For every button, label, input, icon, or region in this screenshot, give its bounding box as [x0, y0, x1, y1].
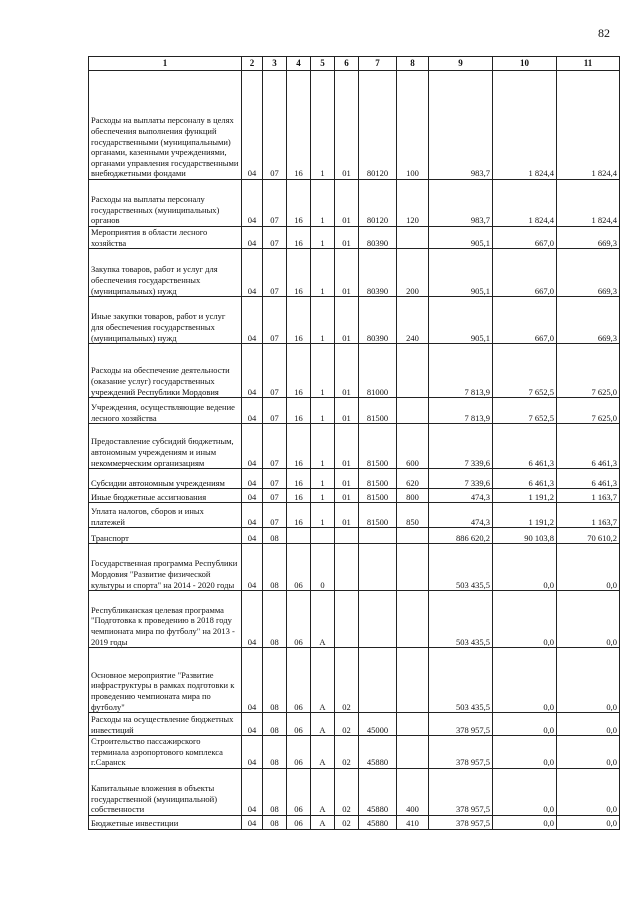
table-row [89, 424, 620, 469]
table-row [89, 528, 620, 544]
cell-name: Бюджетные инвестиции [89, 815, 242, 829]
cell-subprogram: А [311, 591, 335, 648]
cell-section: 04 [242, 815, 263, 829]
cell-amount-2019: 0,0 [493, 648, 557, 713]
cell-section: 04 [242, 736, 263, 769]
cell-name: Уплата налогов, сборов и иных платежей [89, 503, 242, 528]
cell-event: 02 [335, 815, 359, 829]
table-row [89, 344, 620, 398]
cell-program: 06 [287, 768, 311, 815]
cell-section: 04 [242, 424, 263, 469]
table-row [89, 227, 620, 249]
cell-event: 02 [335, 648, 359, 713]
cell-amount-2020: 0,0 [557, 713, 620, 736]
cell-subprogram: А [311, 713, 335, 736]
cell-amount-2020: 70 610,2 [557, 528, 620, 544]
cell-amount-2020: 669,3 [557, 249, 620, 297]
cell-section: 04 [242, 591, 263, 648]
cell-amount-2019: 90 103,8 [493, 528, 557, 544]
cell-expense-type [397, 591, 429, 648]
cell-name: Расходы на выплаты персоналу государственных (муниципальных) органов [89, 180, 242, 227]
cell-subsection: 07 [263, 344, 287, 398]
cell-amount-2018: 7 339,6 [429, 424, 493, 469]
cell-subsection: 07 [263, 398, 287, 424]
cell-amount-2019: 667,0 [493, 297, 557, 344]
cell-subsection: 08 [263, 544, 287, 591]
cell-amount-2018: 378 957,5 [429, 815, 493, 829]
cell-amount-2020: 6 461,3 [557, 469, 620, 489]
cell-program: 16 [287, 297, 311, 344]
cell-amount-2018: 905,1 [429, 249, 493, 297]
cell-direction: 80390 [359, 249, 397, 297]
cell-direction [359, 528, 397, 544]
cell-program: 06 [287, 648, 311, 713]
cell-direction [359, 544, 397, 591]
page-number: 82 [598, 26, 610, 40]
cell-direction: 45880 [359, 736, 397, 769]
cell-subsection: 08 [263, 713, 287, 736]
cell-program: 06 [287, 736, 311, 769]
table-row [89, 297, 620, 344]
cell-direction: 81500 [359, 503, 397, 528]
cell-amount-2019: 1 824,4 [493, 180, 557, 227]
cell-subsection: 07 [263, 180, 287, 227]
cell-subprogram: 1 [311, 227, 335, 249]
cell-amount-2019: 0,0 [493, 591, 557, 648]
cell-expense-type: 120 [397, 180, 429, 227]
cell-event: 01 [335, 489, 359, 503]
cell-subprogram: А [311, 648, 335, 713]
cell-amount-2020: 0,0 [557, 591, 620, 648]
cell-name: Мероприятия в области лесного хозяйства [89, 227, 242, 249]
cell-event [335, 544, 359, 591]
cell-section: 04 [242, 469, 263, 489]
cell-name: Транспорт [89, 528, 242, 544]
cell-expense-type [397, 398, 429, 424]
cell-expense-type [397, 648, 429, 713]
cell-subsection: 07 [263, 297, 287, 344]
cell-amount-2019: 0,0 [493, 768, 557, 815]
cell-event: 01 [335, 398, 359, 424]
budget-table [88, 56, 620, 830]
cell-name: Иные бюджетные ассигнования [89, 489, 242, 503]
cell-event: 01 [335, 344, 359, 398]
cell-expense-type [397, 344, 429, 398]
cell-subsection: 07 [263, 227, 287, 249]
cell-name: Субсидии автономным учреждениям [89, 469, 242, 489]
table-body [89, 71, 620, 830]
cell-section: 04 [242, 648, 263, 713]
cell-amount-2018: 378 957,5 [429, 768, 493, 815]
cell-name: Расходы на обеспечение деятельности (оказание услуг) государственных учреждений Республики Мордовия [89, 344, 242, 398]
cell-program: 16 [287, 503, 311, 528]
cell-expense-type [397, 736, 429, 769]
cell-event: 01 [335, 227, 359, 249]
column-header-10: 10 [493, 57, 557, 71]
cell-program [287, 528, 311, 544]
column-header-4: 4 [287, 57, 311, 71]
cell-event: 02 [335, 768, 359, 815]
cell-event: 01 [335, 71, 359, 180]
cell-program: 06 [287, 544, 311, 591]
column-header-9: 9 [429, 57, 493, 71]
cell-amount-2019: 6 461,3 [493, 469, 557, 489]
cell-program: 06 [287, 591, 311, 648]
cell-expense-type [397, 227, 429, 249]
cell-subsection: 08 [263, 815, 287, 829]
cell-subprogram: 1 [311, 398, 335, 424]
cell-program: 16 [287, 424, 311, 469]
cell-program: 06 [287, 815, 311, 829]
cell-direction: 45880 [359, 768, 397, 815]
cell-expense-type: 100 [397, 71, 429, 180]
cell-expense-type: 600 [397, 424, 429, 469]
cell-program: 16 [287, 469, 311, 489]
cell-event: 01 [335, 249, 359, 297]
cell-name: Предоставление субсидий бюджетным, автономным учреждениям и иным некоммерческим организациям [89, 424, 242, 469]
cell-amount-2020: 669,3 [557, 227, 620, 249]
cell-amount-2018: 7 813,9 [429, 344, 493, 398]
cell-program: 16 [287, 180, 311, 227]
cell-section: 04 [242, 297, 263, 344]
table-row [89, 815, 620, 829]
cell-expense-type [397, 528, 429, 544]
table-row [89, 469, 620, 489]
cell-amount-2018: 983,7 [429, 71, 493, 180]
table-row [89, 736, 620, 769]
cell-amount-2018: 503 435,5 [429, 544, 493, 591]
cell-name: Основное мероприятие "Развитие инфраструктуры в рамках подготовки к проведению чемпионата мира по футболу" [89, 648, 242, 713]
cell-subprogram: А [311, 768, 335, 815]
cell-subprogram: А [311, 736, 335, 769]
table-row [89, 180, 620, 227]
cell-amount-2018: 7 339,6 [429, 469, 493, 489]
cell-expense-type: 410 [397, 815, 429, 829]
cell-direction: 81500 [359, 489, 397, 503]
cell-section: 04 [242, 344, 263, 398]
cell-amount-2019: 1 191,2 [493, 489, 557, 503]
cell-name: Расходы на выплаты персоналу в целях обеспечения выполнения функций государственными (муниципальными) органами, казенными учреждениями, органами управления государственными внебюджетными фондами [89, 71, 242, 180]
cell-event: 01 [335, 469, 359, 489]
cell-amount-2020: 1 163,7 [557, 503, 620, 528]
cell-program: 16 [287, 249, 311, 297]
cell-direction: 81500 [359, 424, 397, 469]
cell-program: 16 [287, 227, 311, 249]
cell-subprogram: 1 [311, 489, 335, 503]
cell-amount-2020: 0,0 [557, 648, 620, 713]
cell-amount-2020: 7 625,0 [557, 344, 620, 398]
cell-subprogram: 0 [311, 544, 335, 591]
cell-amount-2019: 0,0 [493, 544, 557, 591]
cell-name: Капитальные вложения в объекты государственной (муниципальной) собственности [89, 768, 242, 815]
cell-program: 16 [287, 398, 311, 424]
cell-name: Учреждения, осуществляющие ведение лесного хозяйства [89, 398, 242, 424]
table-row [89, 503, 620, 528]
cell-expense-type [397, 544, 429, 591]
cell-amount-2020: 0,0 [557, 544, 620, 591]
cell-subsection: 07 [263, 424, 287, 469]
cell-event: 01 [335, 424, 359, 469]
cell-direction: 81500 [359, 398, 397, 424]
cell-expense-type: 800 [397, 489, 429, 503]
cell-amount-2019: 1 191,2 [493, 503, 557, 528]
cell-subprogram: 1 [311, 344, 335, 398]
cell-direction: 80120 [359, 71, 397, 180]
column-header-11: 11 [557, 57, 620, 71]
table-header-row [89, 57, 620, 71]
cell-direction: 45000 [359, 713, 397, 736]
cell-subprogram: 1 [311, 469, 335, 489]
cell-event: 01 [335, 297, 359, 344]
column-header-8: 8 [397, 57, 429, 71]
cell-program: 16 [287, 71, 311, 180]
column-header-1: 1 [89, 57, 242, 71]
cell-direction: 80120 [359, 180, 397, 227]
cell-amount-2019: 7 652,5 [493, 344, 557, 398]
cell-amount-2020: 0,0 [557, 736, 620, 769]
column-header-7: 7 [359, 57, 397, 71]
cell-section: 04 [242, 768, 263, 815]
cell-amount-2018: 983,7 [429, 180, 493, 227]
cell-name: Иные закупки товаров, работ и услуг для обеспечения государственных (муниципальных) нужд [89, 297, 242, 344]
cell-amount-2018: 503 435,5 [429, 591, 493, 648]
table-row [89, 648, 620, 713]
cell-amount-2018: 474,3 [429, 489, 493, 503]
cell-direction [359, 591, 397, 648]
cell-amount-2018: 905,1 [429, 227, 493, 249]
cell-amount-2018: 503 435,5 [429, 648, 493, 713]
cell-direction: 81500 [359, 469, 397, 489]
cell-section: 04 [242, 398, 263, 424]
cell-amount-2018: 886 620,2 [429, 528, 493, 544]
cell-expense-type: 850 [397, 503, 429, 528]
table-row [89, 398, 620, 424]
cell-amount-2018: 378 957,5 [429, 736, 493, 769]
cell-subsection: 08 [263, 528, 287, 544]
cell-amount-2020: 0,0 [557, 815, 620, 829]
cell-name: Строительство пассажирского терминала аэропортового комплекса г.Саранск [89, 736, 242, 769]
cell-subsection: 08 [263, 591, 287, 648]
column-header-2: 2 [242, 57, 263, 71]
cell-name: Расходы на осуществление бюджетных инвестиций [89, 713, 242, 736]
cell-subprogram: 1 [311, 503, 335, 528]
cell-section: 04 [242, 489, 263, 503]
cell-event: 01 [335, 180, 359, 227]
cell-expense-type: 200 [397, 249, 429, 297]
cell-direction: 80390 [359, 227, 397, 249]
cell-direction: 45880 [359, 815, 397, 829]
cell-amount-2020: 0,0 [557, 768, 620, 815]
cell-section: 04 [242, 503, 263, 528]
table-row [89, 713, 620, 736]
cell-amount-2018: 474,3 [429, 503, 493, 528]
cell-event [335, 528, 359, 544]
cell-amount-2018: 378 957,5 [429, 713, 493, 736]
cell-subsection: 07 [263, 489, 287, 503]
cell-amount-2018: 905,1 [429, 297, 493, 344]
cell-name: Республиканская целевая программа "Подготовка к проведению в 2018 году чемпионата мира по футболу" на 2013 - 2019 годы [89, 591, 242, 648]
cell-name: Закупка товаров, работ и услуг для обеспечения государственных (муниципальных) нужд [89, 249, 242, 297]
cell-program: 16 [287, 344, 311, 398]
cell-amount-2020: 669,3 [557, 297, 620, 344]
cell-subsection: 08 [263, 736, 287, 769]
table-row [89, 768, 620, 815]
cell-section: 04 [242, 544, 263, 591]
cell-section: 04 [242, 713, 263, 736]
cell-subsection: 08 [263, 648, 287, 713]
cell-subsection: 07 [263, 71, 287, 180]
table-row [89, 71, 620, 180]
cell-program: 16 [287, 489, 311, 503]
cell-amount-2018: 7 813,9 [429, 398, 493, 424]
cell-subsection: 07 [263, 249, 287, 297]
cell-amount-2019: 0,0 [493, 815, 557, 829]
cell-section: 04 [242, 227, 263, 249]
cell-amount-2019: 6 461,3 [493, 424, 557, 469]
cell-direction: 81000 [359, 344, 397, 398]
cell-subsection: 08 [263, 768, 287, 815]
cell-subsection: 07 [263, 469, 287, 489]
cell-expense-type: 400 [397, 768, 429, 815]
cell-amount-2019: 7 652,5 [493, 398, 557, 424]
cell-name: Государственная программа Республики Мордовия "Развитие физической культуры и спорта" на 2014 - 2020 годы [89, 544, 242, 591]
cell-expense-type [397, 713, 429, 736]
column-header-3: 3 [263, 57, 287, 71]
cell-amount-2019: 0,0 [493, 736, 557, 769]
cell-event: 01 [335, 503, 359, 528]
cell-section: 04 [242, 528, 263, 544]
cell-amount-2019: 667,0 [493, 249, 557, 297]
cell-event: 02 [335, 736, 359, 769]
column-header-5: 5 [311, 57, 335, 71]
cell-event [335, 591, 359, 648]
cell-subprogram: 1 [311, 297, 335, 344]
cell-subprogram [311, 528, 335, 544]
cell-amount-2019: 667,0 [493, 227, 557, 249]
cell-subprogram: 1 [311, 424, 335, 469]
cell-section: 04 [242, 180, 263, 227]
cell-amount-2019: 1 824,4 [493, 71, 557, 180]
cell-amount-2020: 6 461,3 [557, 424, 620, 469]
cell-expense-type: 240 [397, 297, 429, 344]
cell-amount-2020: 7 625,0 [557, 398, 620, 424]
cell-section: 04 [242, 249, 263, 297]
cell-amount-2019: 0,0 [493, 713, 557, 736]
cell-expense-type: 620 [397, 469, 429, 489]
cell-subprogram: 1 [311, 249, 335, 297]
cell-amount-2020: 1 824,4 [557, 71, 620, 180]
cell-subprogram: 1 [311, 71, 335, 180]
cell-subsection: 07 [263, 503, 287, 528]
cell-subprogram: 1 [311, 180, 335, 227]
cell-amount-2020: 1 824,4 [557, 180, 620, 227]
cell-program: 06 [287, 713, 311, 736]
table-row [89, 249, 620, 297]
cell-event: 02 [335, 713, 359, 736]
table-row [89, 544, 620, 591]
column-header-6: 6 [335, 57, 359, 71]
cell-subprogram: А [311, 815, 335, 829]
cell-section: 04 [242, 71, 263, 180]
cell-direction: 80390 [359, 297, 397, 344]
cell-direction [359, 648, 397, 713]
table-row [89, 489, 620, 503]
table-row [89, 591, 620, 648]
cell-amount-2020: 1 163,7 [557, 489, 620, 503]
